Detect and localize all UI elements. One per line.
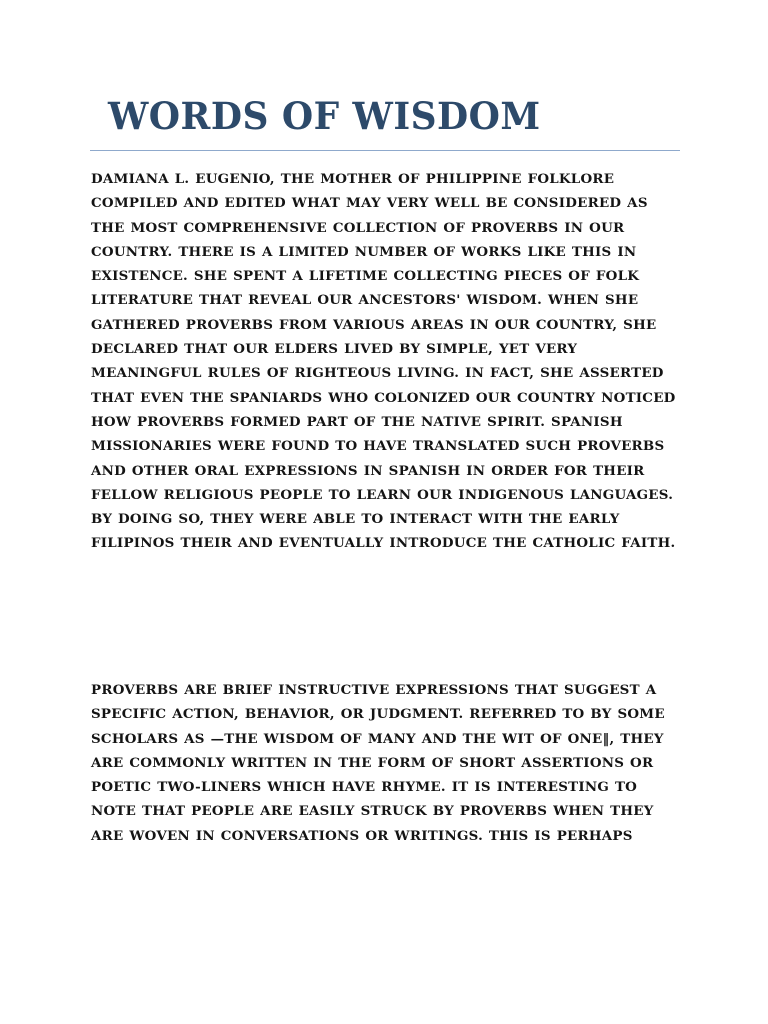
page-title: WORDS OF WISDOM: [108, 94, 541, 138]
title-divider: [90, 150, 680, 151]
paragraph-2: PROVERBS ARE BRIEF INSTRUCTIVE EXPRESSIONS THAT SUGGEST A SPECIFIC ACTION, BEHAVIOR, OR JUDGMENT. REFERRED TO BY SOME SCHOLARS AS —THE WISDOM OF MANY AND THE WIT OF ONE‖, THEY ARE COMMONLY WRITTEN IN THE FORM OF SHORT ASSERTIONS OR POETIC TWO-LINERS WHICH HAVE RHYME. IT IS INTERESTING TO NOTE THAT PEOPLE ARE EASILY STRUCK BY PROVERBS WHEN THEY ARE WOVEN IN CONVERSATIONS OR WRITINGS. THIS IS PERHAPS: [91, 682, 665, 844]
paragraph-1: DAMIANA L. EUGENIO, THE MOTHER OF PHILIPPINE FOLKLORE COMPILED AND EDITED WHAT MAY VERY WELL BE CONSIDERED AS THE MOST COMPREHENSIVE COLLECTION OF PROVERBS IN OUR COUNTRY. THERE IS A LIMITED NUMBER OF WORKS LIKE THIS IN EXISTENCE. SHE SPENT A LIFETIME COLLECTING PIECES OF FOLK LITERATURE THAT REVEAL OUR ANCESTORS' WISDOM. WHEN SHE GATHERED PROVERBS FROM VARIOUS AREAS IN OUR COUNTRY, SHE DECLARED THAT OUR ELDERS LIVED BY SIMPLE, YET VERY MEANINGFUL RULES OF RIGHTEOUS LIVING. IN FACT, SHE ASSERTED THAT EVEN THE SPANIARDS WHO COLONIZED OUR COUNTRY NOTICED HOW PROVERBS FORMED PART OF THE NATIVE SPIRIT. SPANISH MISSIONARIES WERE FOUND TO HAVE TRANSLATED SUCH PROVERBS AND OTHER ORAL EXPRESSIONS IN SPANISH IN ORDER FOR THEIR FELLOW RELIGIOUS PEOPLE TO LEARN OUR INDIGENOUS LANGUAGES. BY DOING SO, THEY WERE ABLE TO INTERACT WITH THE EARLY FILIPINOS THEIR AND EVENTUALLY INTRODUCE THE CATHOLIC FAITH.: [91, 171, 676, 552]
